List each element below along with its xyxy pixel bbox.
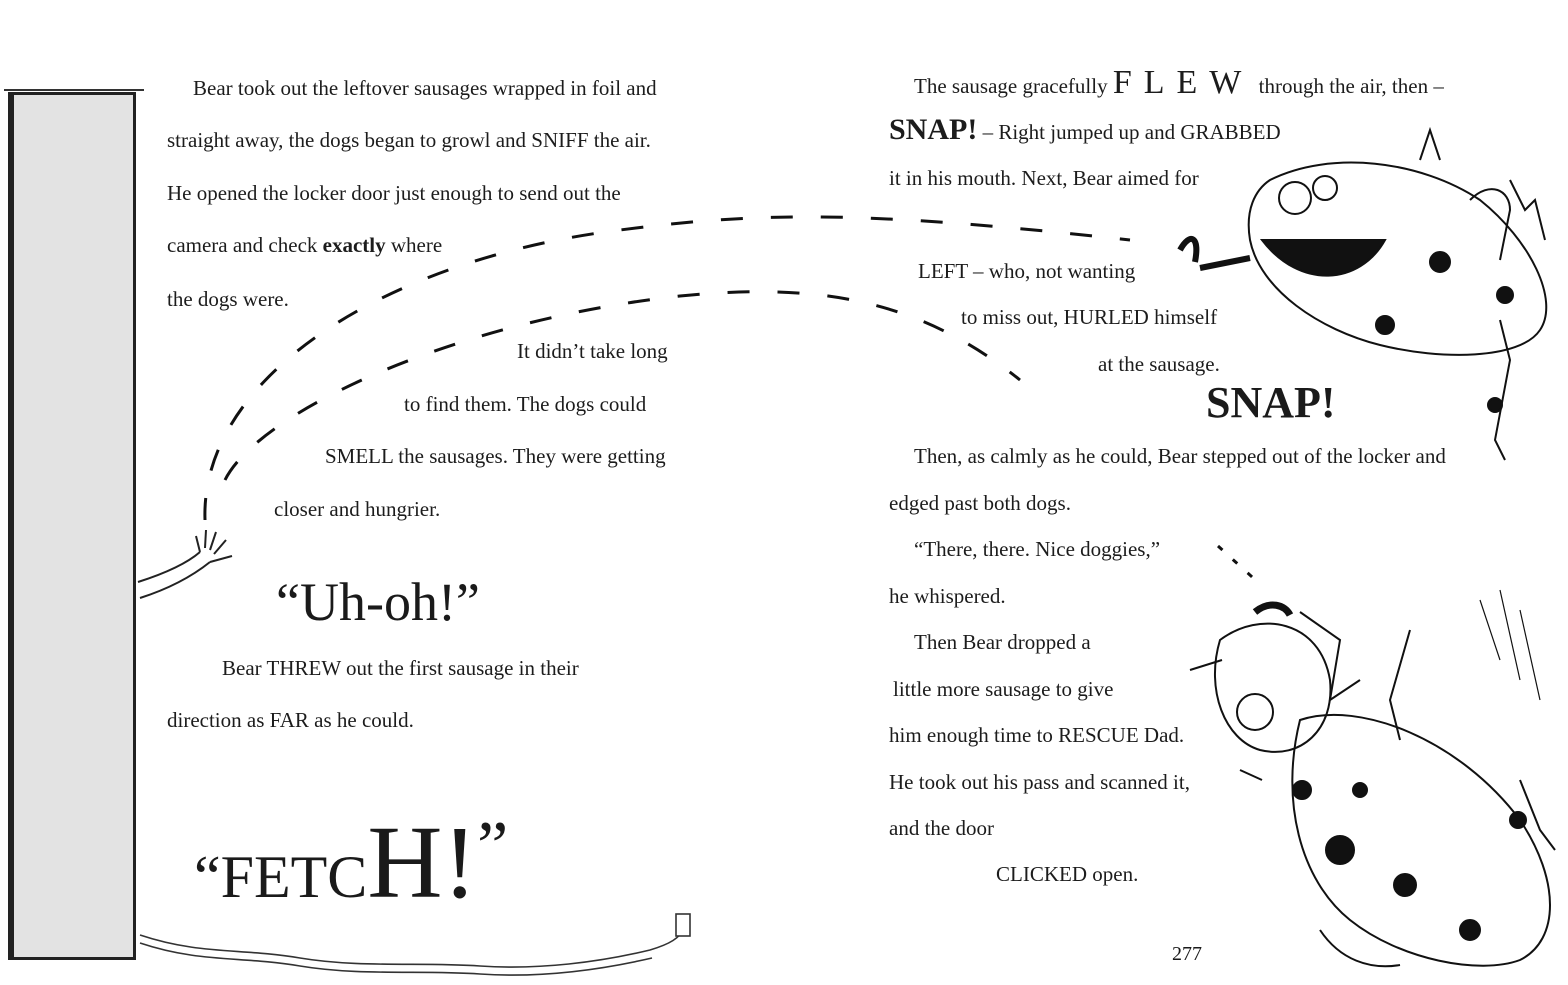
right-para2-line3: “There, there. Nice doggies,” <box>914 537 1161 561</box>
right-para2-line7: him enough time to RESCUE Dad. <box>889 723 1185 747</box>
right-para2-line4: he whispered. <box>889 584 1006 608</box>
right-line5: to miss out, HURLED himself <box>961 305 1218 329</box>
left-para2-line3: SMELL the sausages. They were getting <box>325 444 666 468</box>
left-para1-line4 <box>167 233 442 257</box>
left-para2-line4: closer and hungrier. <box>274 497 441 521</box>
text-fragment: where <box>390 233 443 257</box>
right-line3: it in his mouth. Next, Bear aimed for <box>889 166 1199 190</box>
text-fragment: – Right jumped up and GRABBED <box>982 120 1281 144</box>
uh-oh-exclamation: “Uh-oh!” <box>276 572 480 632</box>
left-para2-line1: It didn’t take long <box>517 339 668 363</box>
right-para2-line6: little more sausage to give <box>893 677 1114 701</box>
text-fragment: camera and check <box>167 233 318 257</box>
right-line2 <box>889 112 1281 150</box>
page-number: 277 <box>1172 943 1202 965</box>
left-para2-line2: to find them. The dogs could <box>404 392 647 416</box>
left-para1-line5: the dogs were. <box>167 287 289 311</box>
right-para2-line8: He took out his pass and scanned it, <box>889 770 1190 794</box>
snap-big: SNAP! <box>1206 378 1336 427</box>
right-line1 <box>914 62 1444 107</box>
right-para2-line9: and the door <box>889 816 994 840</box>
left-para3-line2: direction as FAR as he could. <box>167 708 414 732</box>
left-para1-line1: Bear took out the leftover sausages wrapped in foil and <box>193 76 657 100</box>
right-para2-line5: Then Bear dropped a <box>914 630 1091 654</box>
text-fragment: The sausage gracefully <box>914 74 1108 98</box>
fetch-small: FETC <box>220 844 368 910</box>
text-fragment: through the air, then – <box>1258 74 1444 98</box>
text-bold: exactly <box>322 233 386 257</box>
fetch-close-quote: ” <box>477 808 509 885</box>
snap-inline: SNAP! <box>889 113 978 146</box>
left-para1-line3: He opened the locker door just enough to send out the <box>167 181 621 205</box>
right-para2-line10: CLICKED open. <box>996 862 1139 886</box>
left-para1-line2: straight away, the dogs began to growl and SNIFF the air. <box>167 128 651 152</box>
flew-word: FLEW <box>1112 64 1254 101</box>
fetch-open-quote: “ <box>194 844 221 910</box>
dog-left-illustration <box>1190 590 1555 966</box>
fetch-exclamation <box>194 792 508 932</box>
right-para2-line1: Then, as calmly as he could, Bear stepped out of the locker and <box>914 444 1446 468</box>
left-para3-line1: Bear THREW out the first sausage in their <box>222 656 579 680</box>
right-line6: at the sausage. <box>1098 352 1220 376</box>
small-dashes <box>1218 546 1262 586</box>
right-para2-line2: edged past both dogs. <box>889 491 1071 515</box>
bear-arm-illustration <box>138 530 232 598</box>
right-line4: LEFT – who, not wanting <box>918 259 1136 283</box>
fetch-big: H! <box>367 805 478 920</box>
